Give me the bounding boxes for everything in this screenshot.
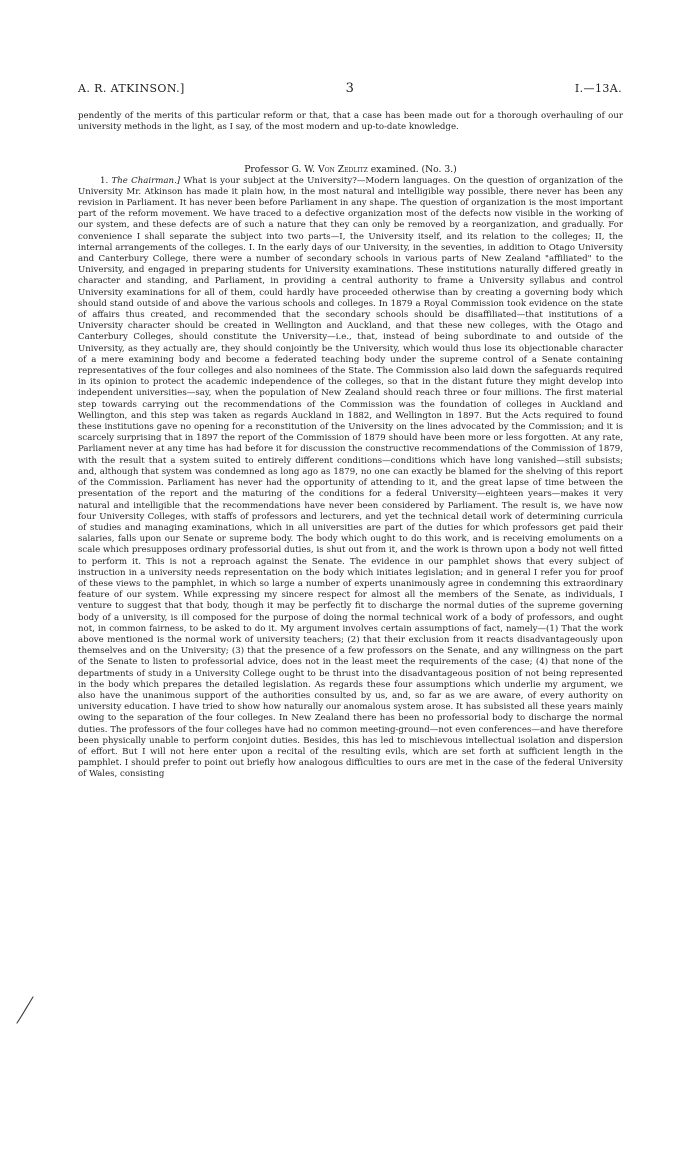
main-paragraph-text: What is your subject at the University?—Modern languages. On the question of organization of the University Mr. Atkinson has made it plain how, in the most natural and intelligible way possible, there never has been any revision in Parliament. It has never been before Parliament in any shape. The question of organization is the most important part of the reform movement. We have traced to a defective organization most of the defects now visible in the working of our system, and these defects are of such a nature that they can only be removed by a reorganization, and gradually. For convenience I shall separate the subject into two parts—I, the University itself, and its relation to the colleges; II, the internal arrangements of the colleges. I. In the early days of our University, in the seventies, in addition to Otago University and Canterbury College, there were a number of secondary schools in various parts of New Zealand "affiliated" to the University, and engaged in preparing students for University examinations. These institutions naturally differed greatly in character and standing, and Parliament, in providing a central authority to frame a University syllabus and control University examinations for all of them, could hardly have proceeded otherwise than by creating a governing body which should stand outside of and above the various schools and colleges. In 1879 a Royal Commission took evidence on the state of affairs thus created, and recommended that the secondary schools should be disaffiliated—that institutions of a University character should be created in Wellington and Auckland, and that these new colleges, with the Otago and Canterbury Colleges, should constitute the University—i.e., that, instead of being subordinate to and outside of the University, as they actually are, they should conjointly be the University, which would thus lose its objectionable character of a mere examining body and become a federated teaching body under the supreme control of a Senate containing representatives of the four colleges and also nominees of the State. The Commission also laid down the safeguards required in its opinion to protect the academic independence of the colleges, so that in the distant future they might develop into independent universities—say, when the population of New Zealand should reach three or four millions. The first material step towards carrying out the recommendations of the Commission was the foundation of colleges in Auckland and Wellington, and this step was taken as regards Auckland in 1882, and Wellington in 1897. But the Acts required to found these institutions gave no opening for a reconstitution of the University on the lines advocated by the Commission; and it is scarcely surprising that in 1897 the report of the Commission of 1879 should have been more or less forgotten. At any rate, Parliament never at any time has had before it for discussion the constructive recommendations of the Commission of 1879, with the result that a system suited to entirely different conditions—conditions which have long vanished—still subsists; and, although that system was condemned as long ago as 1879, no one can exactly be blamed for the shelving of this report of the Commission. Parliament has never had the opportunity of attending to it, and the great lapse of time between the presentation of the report and the maturing of the conditions for a federal University—eighteen years—makes it very natural and intelligible that the recommendations have never been considered by Parliament. The result is, we have now four University Colleges, with staffs of professors and lecturers, and yet the technical detail work of determining curricula of studies and managing examinations, which in all universities are part of the duties for which professors get paid their salaries, falls upon our Senate or supreme body. The body which ought to do this work, and is receiving emoluments on a scale which presupposes ordinary professorial duties, is shut out from it, and the work is thrown upon a body not well fitted to perform it. This is not a reproach against the Senate. The evidence in our pamphlet shows that every subject of instruction in a university needs representation on the body which initiates legislation; and in general I refer you for proof of these views to the pamphlet, in which so large a number of experts unanimously agree in condemning this extraordinary feature of our system. While expressing my sincere respect for almost all the members of the Senate, as individuals, I venture to suggest that that body, though it may be perfectly fit to discharge the normal duties of the supreme governing body of a university, is ill composed for the purpose of doing the normal technical work of a body of professors, and ought not, in common fairness, to be asked to do it. My argument involves certain assumptions of fact, namely—(1) That the work above mentioned is the normal work of university teachers; (2) that their exclusion from it reacts disadvantageously upon themselves and on the University; (3) that the presence of a few professors on the Senate, and any willingness on the part of the Senate to listen to professorial advice, does not in the least meet the requirements of the case; (4) that none of the departments of study in a University College ought to be thrust into the disadvantageous position of not being represented in the body which prepares the detailed legislation. As regards these four assumptions which underlie my argument, we also have the unanimous support of the authorities consulted by us, and, so far as we are aware, of every authority on university education. I have tried to show how naturally our anomalous system arose. It has subsisted all these years mainly owing to the separation of the four colleges. In New Zealand there has been no professorial body to discharge the normal duties. The professors of the four colleges have had no common meeting-ground—not even conferences—and have therefore been physically unable to perform conjoint duties. Besides, this has led to mischievous intellectual isolation and dispersion of effort. But I will not here enter upon a recital of the resulting evils, which are set forth at sufficient length in the pamphlet. I should prefer to point out briefly how analogous difficulties to ours are met in the case of the federal University of Wales, consisting xyxy=(78,175,623,780)
heading-witness-name: Von Zedlitz xyxy=(317,164,368,176)
heading-suffix: examined. (No. 3.) xyxy=(367,164,457,176)
section-heading xyxy=(78,164,623,175)
question-number: 1. xyxy=(100,175,109,186)
running-header xyxy=(78,82,622,98)
page-number: 3 xyxy=(345,81,355,96)
paper-reference: I.—13A. xyxy=(574,82,622,95)
heading-prefix: Professor G. W. xyxy=(244,164,318,176)
intro-paragraph: pendently of the merits of this particular reform or that, that a case has been made out for a thorough overhauling of our university methods in the light, as I say, of the most modern and up-to-date knowledge. xyxy=(78,111,623,133)
body-text xyxy=(78,111,623,781)
main-paragraph xyxy=(78,176,623,781)
speaker-label: The Chairman.] xyxy=(111,175,181,186)
pencil-margin-mark xyxy=(14,995,36,1025)
header-author: A. R. ATKINSON.] xyxy=(78,82,185,95)
